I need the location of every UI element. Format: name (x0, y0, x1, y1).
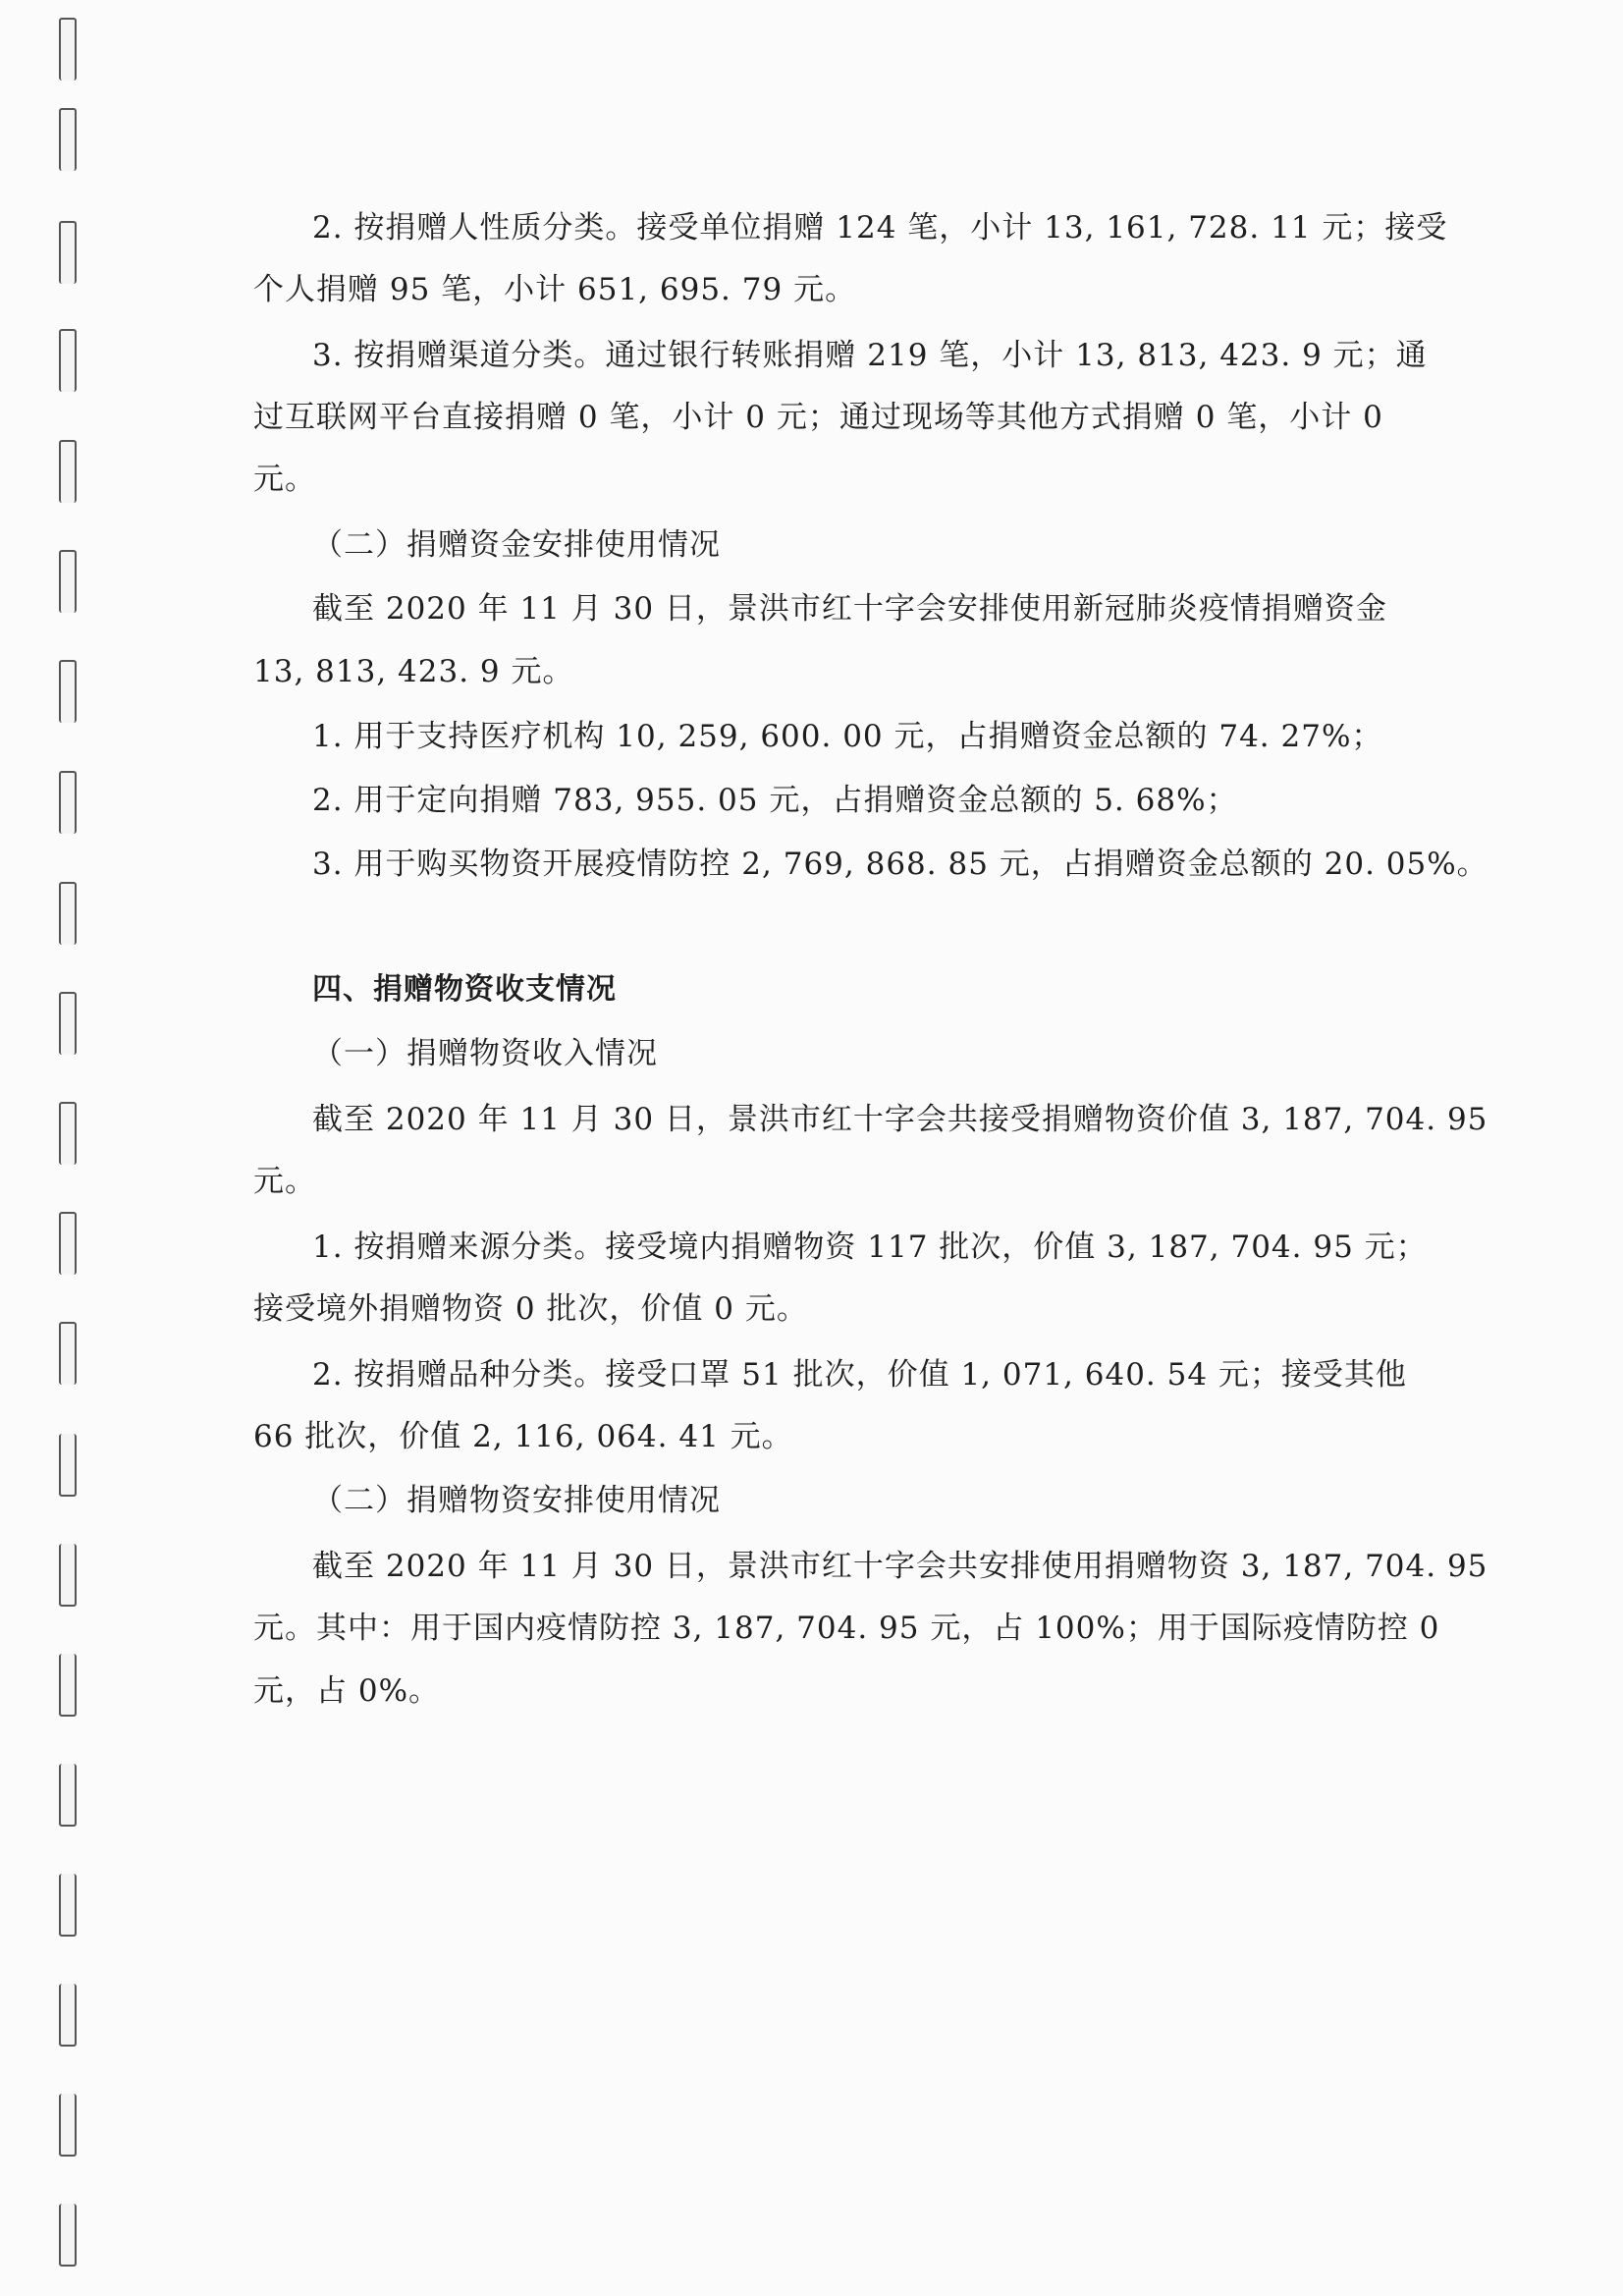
paragraph-line: 过互联网平台直接捐赠 0 笔，小计 0 元；通过现场等其他方式捐赠 0 笔，小计 0 (253, 400, 1383, 435)
paragraph-line: 2. 按捐赠人性质分类。接受单位捐赠 124 笔，小计 13, 161, 728. 11 元；接受 (312, 210, 1448, 246)
paragraph-line: 13, 813, 423. 9 元。 (253, 654, 574, 689)
paragraph-line: 元。其中：用于国内疫情防控 3, 187, 704. 95 元，占 100%；用于国际疫情防控 0 (253, 1611, 1440, 1646)
paragraph-line: 2. 按捐赠品种分类。接受口罩 51 批次，价值 1, 071, 640. 54 元；接受其他 (312, 1357, 1407, 1393)
paragraph-line: 元。 (253, 1164, 316, 1199)
binding-hole (59, 221, 77, 284)
paragraph-line: 元。 (253, 462, 316, 497)
paragraph-line: 3. 按捐赠渠道分类。通过银行转账捐赠 219 笔，小计 13, 813, 423. 9 元；通 (312, 338, 1428, 373)
binding-hole (59, 1984, 77, 2047)
binding-hole (59, 1322, 77, 1385)
binding-hole (59, 1212, 77, 1275)
binding-hole (59, 550, 77, 613)
section-heading: 四、捐赠物资收支情况 (312, 972, 617, 1007)
subsection-title: （一）捐赠物资收入情况 (312, 1036, 658, 1071)
binding-hole (59, 992, 77, 1055)
binding-hole (59, 2204, 77, 2267)
binding-holes (51, 0, 81, 2296)
binding-hole (59, 2094, 77, 2157)
binding-hole (59, 882, 77, 945)
list-item: 2. 用于定向捐赠 783, 955. 05 元，占捐赠资金总额的 5. 68%； (312, 783, 1238, 818)
binding-hole (59, 1544, 77, 1607)
paragraph-line: 截至 2020 年 11 月 30 日，景洪市红十字会共接受捐赠物资价值 3, 187, 704. 95 (312, 1102, 1488, 1137)
binding-hole (59, 1434, 77, 1497)
binding-hole (59, 329, 77, 392)
binding-hole (59, 1874, 77, 1937)
paragraph-line: 截至 2020 年 11 月 30 日，景洪市红十字会安排使用新冠肺炎疫情捐赠资金 (312, 591, 1387, 627)
binding-hole (59, 1654, 77, 1717)
subsection-title: （二）捐赠资金安排使用情况 (312, 527, 721, 563)
paragraph-line: 元，占 0%。 (253, 1673, 441, 1709)
list-item: 1. 用于支持医疗机构 10, 259, 600. 00 元，占捐赠资金总额的 74. 27%； (312, 719, 1383, 754)
paragraph-line: 1. 按捐赠来源分类。接受境内捐赠物资 117 批次，价值 3, 187, 704. 95 元； (312, 1230, 1428, 1265)
paragraph-line: 截至 2020 年 11 月 30 日，景洪市红十字会共安排使用捐赠物资 3, 187, 704. 95 (312, 1549, 1488, 1584)
paragraph-line: 接受境外捐赠物资 0 批次，价值 0 元。 (253, 1291, 808, 1327)
binding-hole (59, 1102, 77, 1165)
binding-hole (59, 660, 77, 723)
list-item: 3. 用于购买物资开展疫情防控 2, 769, 868. 85 元，占捐赠资金总额的 20. 05%。 (312, 847, 1488, 882)
subsection-title: （二）捐赠物资安排使用情况 (312, 1483, 721, 1518)
binding-hole (59, 108, 77, 171)
binding-hole (59, 18, 77, 81)
binding-hole (59, 771, 77, 834)
binding-hole (59, 440, 77, 503)
paragraph-line: 66 批次，价值 2, 116, 064. 41 元。 (253, 1419, 793, 1454)
paragraph-line: 个人捐赠 95 笔，小计 651, 695. 79 元。 (253, 272, 857, 307)
binding-hole (59, 1764, 77, 1827)
